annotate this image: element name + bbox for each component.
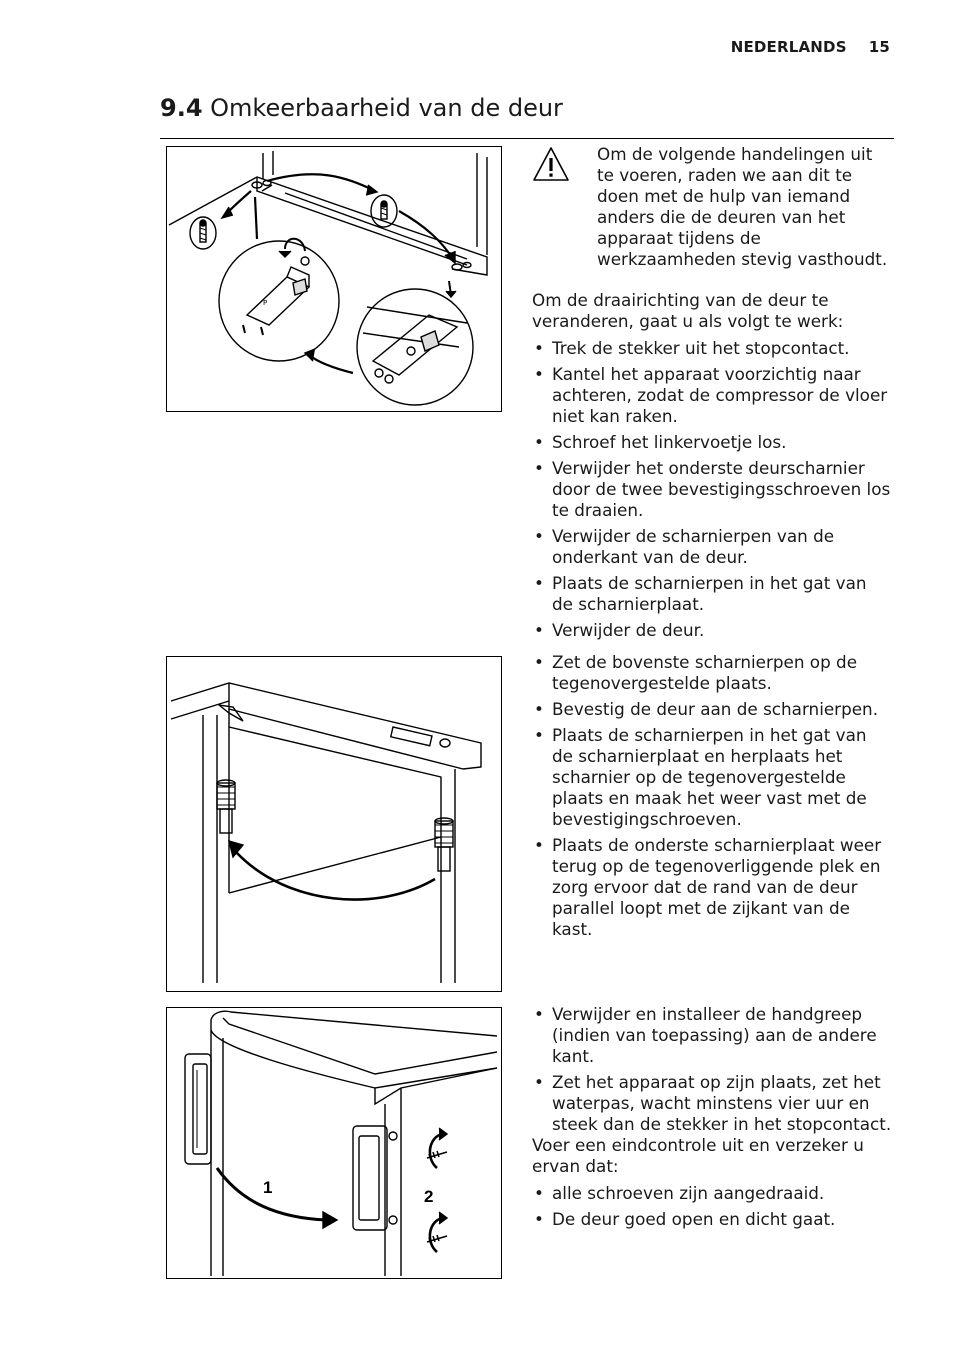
figure-handle-swap bbox=[166, 1007, 502, 1279]
list-item: • Verwijder het onderste deurscharnier door de twee bevestigingsschroeven los te draaien. bbox=[532, 458, 892, 521]
section-title-text: Omkeerbaarheid van de deur bbox=[210, 94, 563, 122]
warning-text: Om de volgende handelingen uit te voeren, raden we aan dit te doen met de hulp van iemand anders die de deuren van het apparaat tijdens de werkzaamheden stevig vasthoudt. bbox=[597, 144, 888, 269]
list-item: • Trek de stekker uit het stopcontact. bbox=[532, 338, 892, 359]
list-item: • Schroef het linkervoetje los. bbox=[532, 432, 892, 453]
final-check-text: Voer een eindcontrole uit en verzeker u ervan dat: bbox=[532, 1135, 864, 1176]
list-item: • Bevestig de deur aan de scharnierpen. bbox=[532, 699, 892, 720]
list-item: • Verwijder de deur. bbox=[532, 620, 892, 641]
list-item: • Zet de bovenste scharnierpen op de tegenovergestelde plaats. bbox=[532, 652, 892, 694]
steps-list-3a bbox=[532, 1004, 892, 1135]
list-item: • Verwijder de scharnierpen van de onderkant van de deur. bbox=[532, 526, 892, 568]
step-label-1: 1 bbox=[263, 1178, 273, 1197]
svg-text:P: P bbox=[263, 299, 268, 307]
page-number: 15 bbox=[868, 38, 890, 56]
instructions-part-2 bbox=[532, 652, 892, 945]
section-title bbox=[160, 94, 563, 122]
steps-list-1 bbox=[532, 338, 892, 641]
page-header bbox=[600, 38, 890, 56]
list-item: • alle schroeven zijn aangedraaid. bbox=[532, 1183, 892, 1204]
list-item: • Kantel het apparaat voorzichtig naar achteren, zodat de compressor de vloer niet kan raken. bbox=[532, 364, 892, 427]
list-item: • Zet het apparaat op zijn plaats, zet het waterpas, wacht minstens vier uur en steek dan de stekker in het stopcontact. bbox=[532, 1072, 892, 1135]
header-section: NEDERLANDS bbox=[730, 38, 847, 56]
list-item: • Plaats de scharnierpen in het gat van de scharnierplaat. bbox=[532, 573, 892, 615]
list-item: • Verwijder en installeer de handgreep (indien van toepassing) aan de andere kant. bbox=[532, 1004, 892, 1067]
figure-top-hinge-pin bbox=[166, 656, 502, 992]
title-rule bbox=[160, 138, 894, 139]
step-label-2: 2 bbox=[424, 1187, 434, 1206]
steps-list-3b bbox=[532, 1183, 892, 1230]
instructions-part-3 bbox=[532, 1004, 892, 1235]
list-item: • Plaats de onderste scharnierplaat weer terug op de tegenoverliggende plek en zorg ervoor dat de rand van de deur parallel loopt met de zijkant van de kast. bbox=[532, 835, 892, 940]
list-item: • Plaats de scharnierpen in het gat van de scharnierplaat en herplaats het scharnier op de tegenovergestelde plaats en maak het weer vast met de bevestigingschroeven. bbox=[532, 725, 892, 830]
intro-text: Om de draairichting van de deur te veranderen, gaat u als volgt te werk: bbox=[532, 290, 844, 331]
instructions-part-1 bbox=[532, 290, 892, 646]
section-number: 9.4 bbox=[160, 94, 203, 122]
figure-hinge-removal bbox=[166, 146, 502, 412]
warning-note bbox=[532, 144, 892, 270]
steps-list-2 bbox=[532, 652, 892, 940]
warning-triangle-icon bbox=[532, 146, 570, 182]
list-item: • De deur goed open en dicht gaat. bbox=[532, 1209, 892, 1230]
